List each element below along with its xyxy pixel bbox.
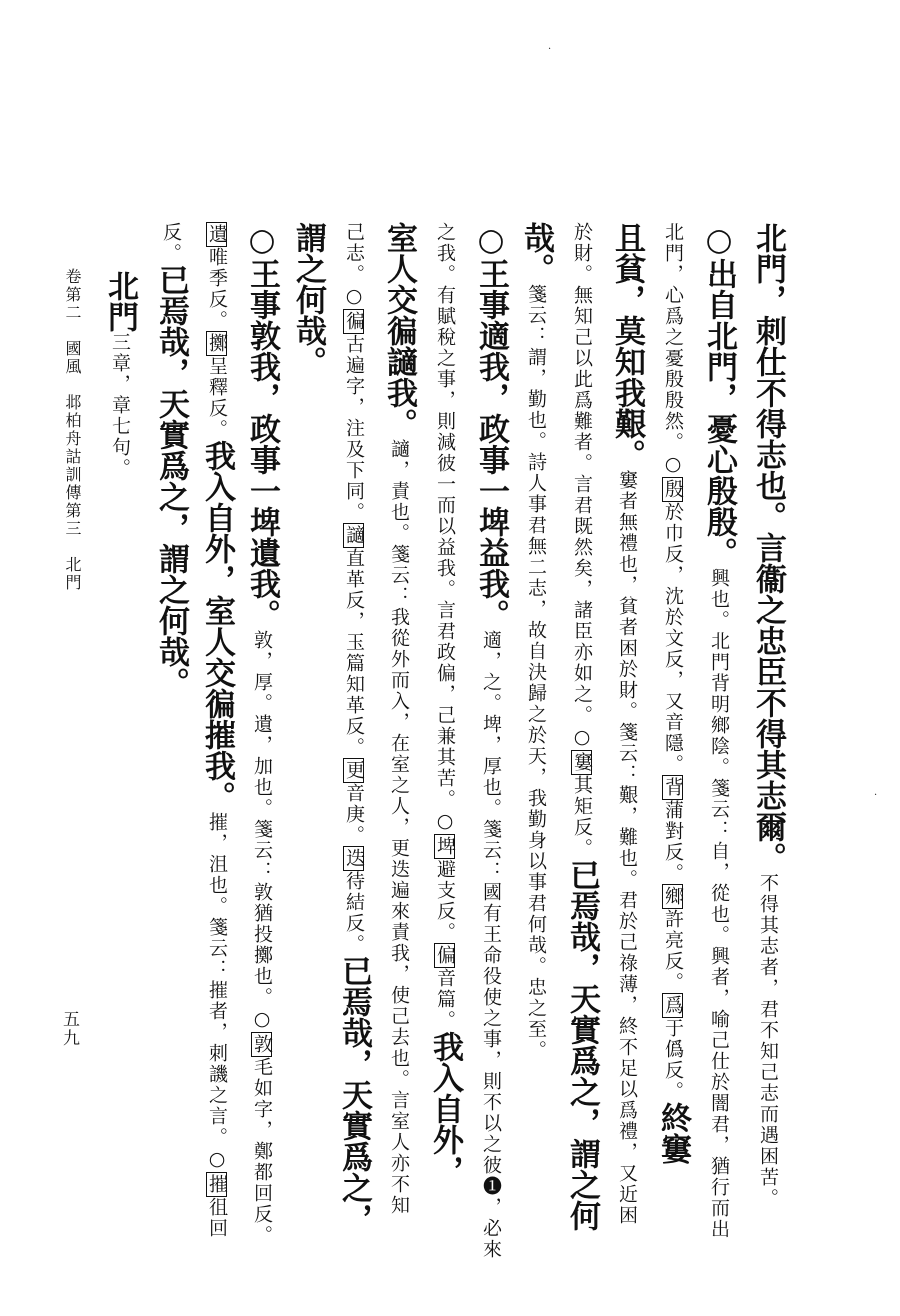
verse: 哉。: [518, 222, 554, 284]
verse: ○王事適我，政事一埤益我。: [473, 222, 509, 630]
running-header: 卷第二 國風 邶柏舟詁訓傳第三 北門: [63, 268, 82, 592]
annotation: 古遍字，注及下同。: [343, 334, 365, 523]
annotation: 三章，章七句。: [109, 332, 131, 479]
annotation: 直革反，玉篇知革反。: [343, 548, 365, 758]
text-column-13: [199, 222, 235, 1239]
annotation: 適，之。埤，厚也。箋云：國有王命役使之事，則不以之彼❶，必來: [480, 630, 502, 1260]
pronunciation-char: 偏: [434, 945, 456, 966]
pronunciation-char: 爲: [662, 995, 684, 1016]
scan-speck: ·: [548, 44, 552, 55]
text-column-9: [381, 222, 417, 1216]
pronunciation-char: 殷: [662, 479, 684, 500]
verse: 我入自外，: [427, 1031, 463, 1186]
page-number: 五九: [59, 1010, 79, 1048]
annotation: 於巾反，沈於文反，又音隱。: [662, 502, 684, 775]
pronunciation-char: 迭: [343, 848, 365, 869]
annotation: 摧，沮也。箋云：摧者，刺譏之言。○: [206, 812, 228, 1172]
verse: ○出自北門，憂心殷殷。: [701, 222, 737, 568]
pronunciation-char: 徧: [343, 311, 365, 332]
annotation: 唯季反。: [206, 247, 228, 331]
annotation: 北門，心爲之憂殷殷然。○: [662, 222, 684, 477]
verse: 且貧，莫知我艱。: [609, 222, 645, 470]
annotation: 於財。無知己以此爲難者。言君既然矣，諸臣亦如之。○: [571, 222, 593, 750]
annotation: 其矩反。: [571, 775, 593, 859]
text-column-6: [518, 222, 554, 1061]
annotation: 讁，責也。箋云：我從外而入，在室之人，更迭遍來責我，使己去也。言室人亦不知: [388, 439, 410, 1216]
annotation: 音篇。: [434, 968, 456, 1031]
pronunciation-char: 讁: [343, 525, 365, 546]
text-column-4: [609, 222, 645, 1226]
pronunciation-char: 擲: [206, 333, 228, 354]
column-title: 北門，刺仕不得志也。言衞之忠臣不得其志爾。: [750, 222, 786, 873]
text-column-5: [564, 222, 600, 1231]
pronunciation-char: 遺: [206, 224, 228, 245]
text-column-1: [750, 222, 786, 1209]
annotation: 音庚。: [343, 783, 365, 846]
verse: 終窶: [655, 1102, 691, 1164]
annotation: 避支反。: [434, 859, 456, 943]
text-column-2: [701, 222, 737, 1240]
annotation: 己志。○: [343, 222, 365, 309]
annotation: 許亮反。: [662, 909, 684, 993]
pronunciation-char: 埤: [434, 836, 456, 857]
text-column-15: [102, 270, 138, 479]
annotation: 蒲對反。: [662, 800, 684, 884]
text-column-14: [153, 222, 189, 698]
annotation: 興也。北門背明鄉陰。箋云：自，從也。興者，喻己仕於闇君，猶行而出: [708, 568, 730, 1240]
verse: 已焉哉，天實爲之，: [336, 955, 372, 1234]
annotation: 徂回: [206, 1197, 228, 1239]
annotation: 呈釋反。: [206, 356, 228, 440]
text-column-11: [290, 222, 326, 377]
pronunciation-char: 敦: [251, 1034, 273, 1055]
verse: 室人交徧讁我。: [381, 222, 417, 439]
section-title: 北門: [102, 270, 138, 332]
annotation: 反。: [160, 222, 182, 264]
pronunciation-char: 摧: [206, 1174, 228, 1195]
verse: 我入自外，室人交徧摧我。: [199, 440, 235, 812]
annotation: 箋云：謂，勤也。詩人事君無二志，故自決歸之於天，我勤身以事君何哉。忠之至。: [525, 284, 547, 1061]
pronunciation-char: 窶: [571, 752, 593, 773]
text-column-8: [427, 222, 463, 1186]
text-column-10: [336, 222, 372, 1234]
annotation: 敦，厚。遺，加也。箋云：敦猶投擲也。○: [251, 630, 273, 1032]
text-column-7: [473, 222, 509, 1260]
annotation: 之我。有賦稅之事，則減彼一而以益我。言君政偏，己兼其苦。○: [434, 222, 456, 834]
annotation: 毛如字，鄭都回反。: [251, 1057, 273, 1246]
pronunciation-char: 更: [343, 760, 365, 781]
verse: 已焉哉，天實爲之，謂之何: [564, 859, 600, 1231]
annotation: 不得其志者，君不知己志而遇困苦。: [757, 873, 779, 1209]
pronunciation-char: 鄉: [662, 886, 684, 907]
annotation: 于僞反。: [662, 1018, 684, 1102]
annotation: 窶者無禮也，貧者困於財。箋云：艱，難也。君於己祿薄，終不足以爲禮，又近困: [616, 470, 638, 1226]
verse: ○王事敦我，政事一埤遺我。: [244, 222, 280, 630]
verse: 已焉哉，天實爲之，謂之何哉。: [153, 264, 189, 698]
annotation: 待結反。: [343, 871, 365, 955]
text-column-12: [244, 222, 280, 1246]
scan-speck: ·: [874, 790, 878, 801]
text-column-3: [655, 222, 691, 1164]
verse: 謂之何哉。: [290, 222, 326, 377]
pronunciation-char: 背: [662, 777, 684, 798]
